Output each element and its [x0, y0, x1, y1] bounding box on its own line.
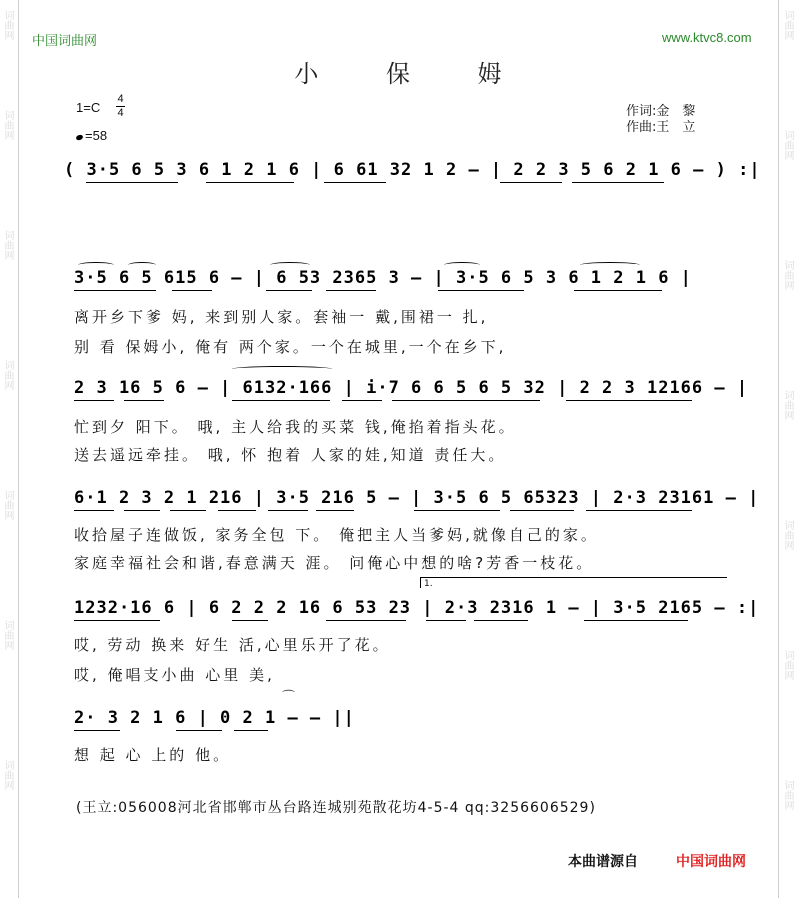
watermark-text: 词曲网	[782, 780, 793, 810]
volta-bracket	[420, 577, 727, 588]
watermark-text: 词曲网	[2, 230, 13, 260]
left-watermark	[1, 10, 15, 40]
right-watermark-5	[781, 520, 795, 550]
source-site-link[interactable]: 中国词曲网	[676, 854, 746, 870]
key-signature: 1=C	[76, 100, 101, 115]
time-signature	[116, 94, 125, 119]
beam-line	[124, 400, 164, 401]
left-watermark-6	[1, 620, 15, 650]
watermark-text: 词曲网	[782, 390, 793, 420]
site-url[interactable]: www.ktvc8.com	[662, 30, 752, 45]
lyricist-credit: 作词:金 黎	[626, 104, 696, 119]
beam-line	[234, 730, 268, 731]
composer-contact: (王立:056008河北省邯郸市丛台路连城别苑散花坊4-5-4 qq:3256606529)	[76, 800, 596, 816]
right-watermark-6	[781, 650, 795, 680]
right-watermark-7	[781, 780, 795, 810]
beam-line	[414, 510, 500, 511]
beam-line	[170, 510, 206, 511]
staff-line-intro: ( 3·5 6 5 3 6 1 2 1 6 | 6 61 32 1 2 – | 2 2 3 5 6 2 1 6 – ) :|	[64, 160, 761, 180]
beam-line	[74, 290, 156, 291]
beam-line	[206, 182, 294, 183]
slur-mark	[270, 262, 310, 268]
meter-top: 4	[117, 93, 124, 105]
beam-line	[324, 182, 386, 183]
staff-line-3: 6·1 2 3 2 1 216 | 3·5 216 5 – | 3·5 6 5 65323 | 2·3 23161 – |	[74, 488, 760, 508]
tempo-marking	[76, 128, 107, 143]
composer-credit: 作曲:王 立	[626, 120, 696, 135]
beam-line	[326, 290, 376, 291]
watermark-text: 词曲网	[2, 490, 13, 520]
beam-line	[232, 620, 268, 621]
beam-line	[510, 510, 574, 511]
right-watermark-4	[781, 390, 795, 420]
beam-line	[124, 510, 160, 511]
beam-line	[218, 510, 256, 511]
beam-line	[268, 510, 308, 511]
beam-line	[426, 620, 466, 621]
beam-line	[86, 182, 178, 183]
left-watermark-3	[1, 230, 15, 260]
lyric-verse-2: 别 看 保姆小, 俺有 两个家。一个在城里,一个在乡下,	[74, 338, 507, 356]
beam-line	[326, 620, 406, 621]
song-title: 小 保 姆	[294, 60, 532, 88]
beam-line	[438, 290, 524, 291]
slur-mark	[444, 262, 480, 268]
fermata-icon: ⌒	[282, 690, 296, 705]
right-watermark	[781, 10, 795, 40]
beam-line	[74, 400, 114, 401]
slur-mark	[232, 366, 332, 372]
beam-line	[474, 620, 528, 621]
lyric-verse-2: 送去遥远牵挂。 哦, 怀 抱着 人家的娃,知道 责任大。	[74, 446, 507, 464]
beam-line	[574, 290, 662, 291]
right-watermark-3	[781, 260, 795, 290]
beam-line	[266, 290, 312, 291]
lyric-verse-2: 家庭幸福社会和谐,春意满天 涯。 问俺心中想的啥?芳香一枝花。	[74, 554, 595, 572]
staff-line-2: 2 3 16 5 6 – | 6132·166 | i·7 6 6 5 6 5 32 | 2 2 3 12166 – |	[74, 378, 749, 398]
beam-line	[74, 510, 114, 511]
staff-line-4: 1232·16 6 | 6 2 2 2 16 6 53 23 | 2·3 2316 1 – | 3·5 2165 – :|	[74, 598, 760, 618]
beam-line	[172, 290, 212, 291]
lyric-verse-1: 哎, 劳动 换来 好生 活,心里乐开了花。	[74, 636, 391, 654]
beam-line	[572, 182, 664, 183]
left-watermark-5	[1, 490, 15, 520]
watermark-text: 词曲网	[782, 260, 793, 290]
quarter-note-icon	[75, 134, 83, 141]
left-watermark-4	[1, 360, 15, 390]
left-border-line	[18, 0, 19, 898]
beam-line	[342, 400, 382, 401]
watermark-text: 词曲网	[782, 650, 793, 680]
staff-line-5: 2· 3 2 1 6 | 0 2 1 – – ||	[74, 708, 355, 728]
beam-line	[74, 730, 120, 731]
volta-number: 1.	[424, 579, 433, 589]
watermark-text: 词曲网	[2, 10, 13, 40]
beam-line	[566, 400, 692, 401]
lyric-verse-1: 忙到夕 阳下。 哦, 主人给我的买菜 钱,俺掐着指头花。	[74, 418, 517, 436]
right-watermark-2	[781, 130, 795, 160]
slur-mark	[580, 262, 640, 268]
beam-line	[392, 400, 540, 401]
site-name[interactable]: 中国词曲网	[32, 33, 98, 48]
lyric-verse-1: 离开乡下爹 妈, 来到别人家。套袖一 戴,围裙一 扎,	[74, 308, 489, 326]
lyric-verse-2: 哎, 俺唱支小曲 心里 美,	[74, 666, 275, 684]
slur-mark	[128, 262, 156, 268]
watermark-text: 词曲网	[782, 520, 793, 550]
beam-line	[584, 620, 688, 621]
watermark-text: 词曲网	[2, 620, 13, 650]
slur-mark	[78, 262, 114, 268]
beam-line	[586, 510, 692, 511]
watermark-text: 词曲网	[2, 110, 13, 140]
beam-line	[316, 510, 354, 511]
watermark-text: 词曲网	[2, 760, 13, 790]
right-border-line	[778, 0, 779, 898]
staff-line-1: 3·5 6 5 615 6 – | 6 53 2365 3 – | 3·5 6 5 3 6 1 2 1 6 |	[74, 268, 692, 288]
watermark-text: 词曲网	[782, 130, 793, 160]
left-watermark-7	[1, 760, 15, 790]
watermark-text: 词曲网	[782, 10, 793, 40]
tempo-value: =58	[85, 128, 108, 143]
lyric-final: 想 起 心 上的 他。	[74, 746, 232, 764]
source-label: 本曲谱源自	[568, 854, 638, 870]
beam-line	[232, 400, 330, 401]
beam-line	[500, 182, 562, 183]
watermark-text: 词曲网	[2, 360, 13, 390]
beam-line	[74, 620, 160, 621]
meter-bottom: 4	[117, 107, 124, 119]
left-watermark-2	[1, 110, 15, 140]
beam-line	[176, 730, 222, 731]
lyric-verse-1: 收拾屋子连做饭, 家务全包 下。 俺把主人当爹妈,就像自己的家。	[74, 526, 599, 544]
